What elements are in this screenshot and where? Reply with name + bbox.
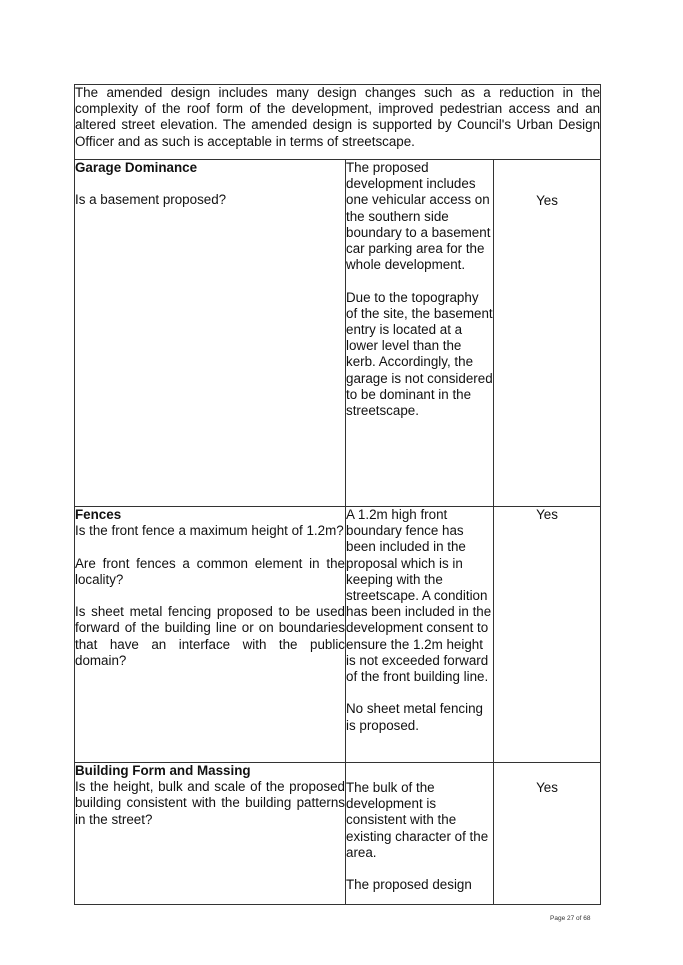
intro-row xyxy=(75,85,601,160)
response-paragraph: No sheet metal fencing is proposed. xyxy=(346,701,483,733)
compliance-answer: Yes xyxy=(536,780,558,795)
section-heading: Fences xyxy=(75,507,122,522)
response-paragraph: The bulk of the development is consistent with the existing character of the area. xyxy=(346,780,489,860)
response-cell xyxy=(346,763,494,905)
compliance-cell xyxy=(494,507,601,763)
criteria-cell xyxy=(75,507,346,763)
compliance-answer: Yes xyxy=(536,193,558,208)
intro-cell xyxy=(75,85,601,160)
criteria-question: Is sheet metal fencing proposed to be used forward of the building line or on boundaries that have an interface with the public domain? xyxy=(75,604,345,668)
criteria-question: Is the front fence a maximum height of 1.2m? xyxy=(75,523,344,539)
criteria-question: Is the height, bulk and scale of the proposed building consistent with the building patterns in the street? xyxy=(75,779,345,827)
response-cell xyxy=(346,507,494,763)
criteria-question: Are front fences a common element in the locality? xyxy=(75,555,345,587)
section-heading: Building Form and Massing xyxy=(75,763,251,778)
section-heading: Garage Dominance xyxy=(75,160,198,175)
intro-text: The amended design includes many design changes such as a reduction in the complexity of the roof form of the development, improved pedestrian access and an altered street elevation. The amended design is supported by Council's Urban Design Officer and as such is acceptable in terms of streetscape. xyxy=(75,85,601,149)
response-paragraph: A 1.2m high front boundary fence has been included in the proposal which is in keeping with the streetscape. A condition has been included in the development consent to ensure the 1.2m height is not exceeded forward of the front building line. xyxy=(346,507,492,685)
response-paragraph: Due to the topography of the site, the basement entry is located at a lower level than the kerb. Accordingly, the garage is not considered to be dominant in the streetscape. xyxy=(346,289,493,419)
table-row xyxy=(75,160,601,507)
table-row xyxy=(75,763,601,905)
assessment-table xyxy=(74,84,601,905)
compliance-cell xyxy=(494,763,601,905)
compliance-cell xyxy=(494,160,601,507)
page-number: Page 27 of 68 xyxy=(550,915,591,922)
table-row xyxy=(75,507,601,763)
criteria-cell xyxy=(75,763,346,905)
compliance-answer: Yes xyxy=(536,507,558,522)
response-paragraph: The proposed design xyxy=(346,877,472,893)
response-cell xyxy=(346,160,494,507)
response-paragraph: The proposed development includes one vehicular access on the southern side boundary to a basement car parking area for the whole development. xyxy=(346,160,491,273)
criteria-question: Is a basement proposed? xyxy=(75,192,227,208)
criteria-cell xyxy=(75,160,346,507)
